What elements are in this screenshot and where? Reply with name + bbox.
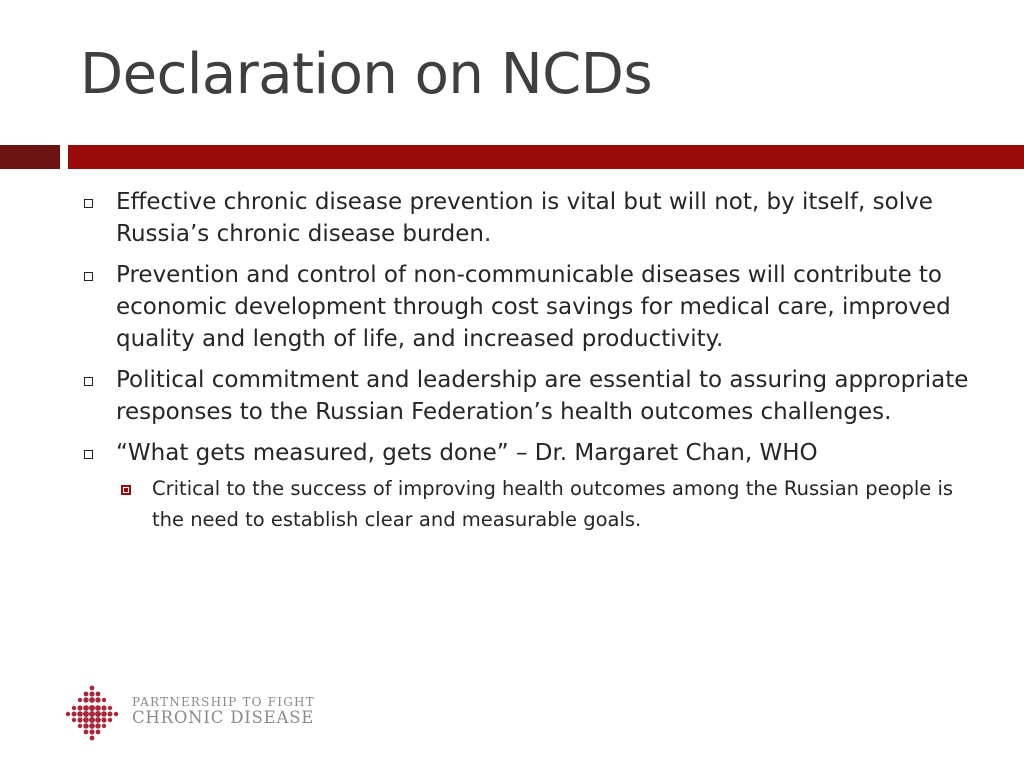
bullet-item <box>80 437 980 535</box>
bullet-text: Political commitment and leadership are essential to assuring appropriate responses to the Russian Federation’s health outcomes challenges. <box>116 367 969 425</box>
bullet-text: Effective chronic disease prevention is vital but will not, by itself, solve Russia’s chronic disease burden. <box>116 189 933 247</box>
bullet-text: Prevention and control of non-communicable diseases will contribute to economic development through cost savings for medical care, improved quality and length of life, and increased productivity. <box>116 262 951 352</box>
sub-bullet-text: Critical to the success of improving health outcomes among the Russian people is the need to establish clear and measurable goals. <box>152 477 954 531</box>
hollow-square-bullet-icon <box>84 199 93 208</box>
bullet-list <box>80 186 980 535</box>
logo-text-top: PARTNERSHIP TO FIGHT <box>132 695 315 709</box>
logo-text-bottom: CHRONIC DISEASE <box>132 708 315 727</box>
bullet-item <box>80 186 980 250</box>
cross-dots-logo-icon <box>62 684 122 744</box>
sub-bullet-list <box>116 473 980 535</box>
title-rule <box>68 145 1024 169</box>
slide-title: Declaration on NCDs <box>80 42 652 107</box>
bullet-item <box>80 259 980 355</box>
hollow-square-bullet-icon <box>84 450 93 459</box>
title-rule-accent <box>0 145 60 169</box>
bullet-item <box>80 364 980 428</box>
hollow-square-bullet-icon <box>84 377 93 386</box>
sub-bullet-item <box>116 473 980 535</box>
slide-body <box>80 186 980 544</box>
bullet-text: “What gets measured, gets done” – Dr. Margaret Chan, WHO <box>116 440 818 466</box>
hollow-square-bullet-icon <box>84 272 93 281</box>
partnership-logo <box>62 684 342 744</box>
red-square-bullet-icon <box>121 485 131 495</box>
